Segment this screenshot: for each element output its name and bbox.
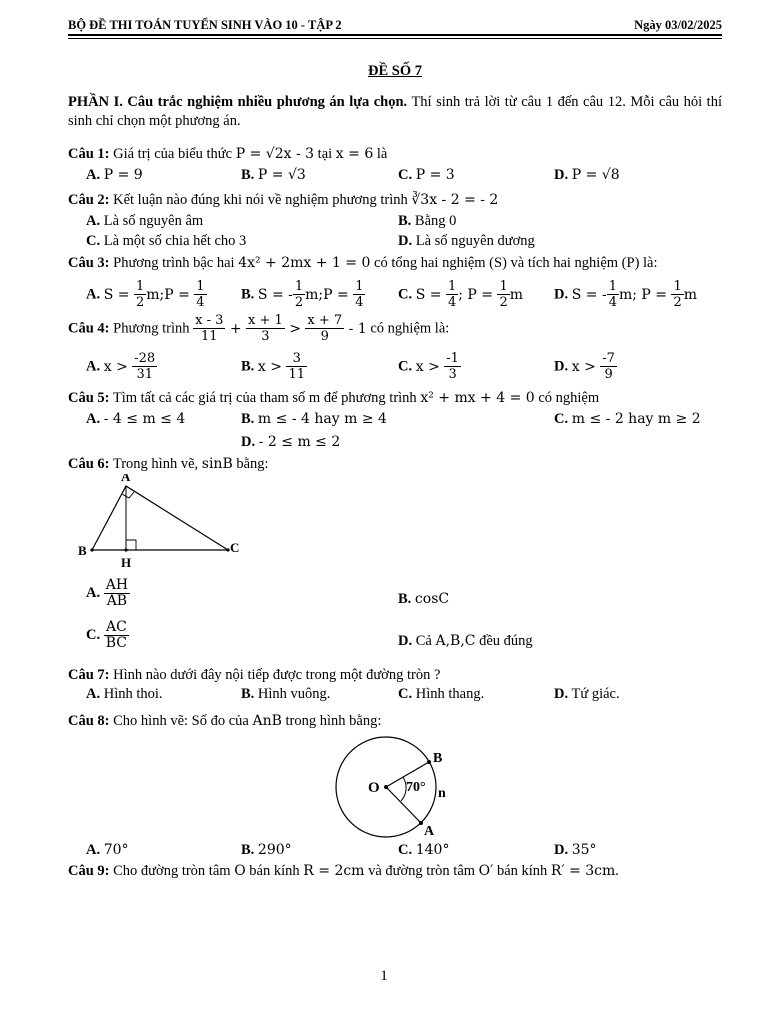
label-c: C bbox=[230, 540, 240, 555]
q5-option-a[interactable]: A. - 4 ≤ m ≤ 4 bbox=[86, 411, 186, 427]
q5-expression: x² + mx + 4 = 0 bbox=[420, 390, 535, 406]
q4-option-c[interactable]: C. x > $\frac{-1}{3}$ bbox=[398, 351, 459, 382]
q1-options bbox=[68, 164, 722, 187]
header-title: BỘ ĐỀ THI TOÁN TUYỂN SINH VÀO 10 - TẬP 2 bbox=[68, 18, 342, 32]
q1-option-c[interactable]: C. P = 3 bbox=[398, 167, 455, 183]
triangle-figure bbox=[68, 474, 268, 570]
label-a: A bbox=[424, 824, 435, 839]
q5-options-row2 bbox=[68, 431, 722, 451]
question-7: Câu 7: Hình nào dưới đây nội tiếp được trong một đường tròn ? bbox=[68, 667, 441, 683]
q5-options-row1 bbox=[68, 408, 722, 431]
q2-option-c[interactable]: C. Là một số chia hết cho 3 bbox=[86, 233, 247, 249]
q8-option-d[interactable]: D. 35° bbox=[554, 842, 597, 858]
label-o: O bbox=[368, 780, 380, 796]
q6-options-row1 bbox=[68, 570, 722, 618]
q8-figure bbox=[68, 731, 722, 839]
q4-equation: $\frac{x - 3}{11}$ + $\frac{x + 1}{3}$ > $\frac{x + 7}{9}$ - 1 bbox=[195, 313, 367, 344]
q6-option-b[interactable]: B. cosC bbox=[398, 591, 450, 607]
header-rule-thin bbox=[68, 38, 722, 39]
label-a: A bbox=[121, 474, 131, 484]
q6-option-c[interactable]: C. $\frac{AC}{BC}$ bbox=[86, 619, 127, 651]
label-h: H bbox=[121, 555, 132, 570]
q3-option-a[interactable]: A. S = $\frac{1}{2}$ m;P = $\frac{1}{4}$ bbox=[86, 279, 205, 310]
q6-option-a[interactable]: A. $\frac{AH}{AB}$ bbox=[86, 577, 129, 609]
q2-option-a[interactable]: A. Là số nguyên âm bbox=[86, 213, 204, 229]
exam-title: ĐỀ SỐ 7 bbox=[368, 63, 422, 79]
q6-options-row2 bbox=[68, 618, 722, 666]
question-6: Câu 6: Trong hình vẽ, sinB bằng: bbox=[68, 456, 269, 472]
q2-options-row2 bbox=[68, 230, 722, 250]
q3-option-c[interactable]: C. S = $\frac{1}{4}$ ; P = $\frac{1}{2}$ m bbox=[398, 279, 524, 310]
q6-option-d[interactable]: D. Cả A,B,C đều đúng bbox=[398, 633, 533, 649]
question-9: Câu 9: Cho đường tròn tâm O bán kính R = 2cm và đường tròn tâm O′ bán kính R′ = 3cm. bbox=[68, 863, 619, 879]
q7-option-c[interactable]: C. Hình thang. bbox=[398, 686, 485, 702]
label-n: n bbox=[438, 786, 446, 801]
q1-option-d[interactable]: D. P = √8 bbox=[554, 167, 620, 183]
q1-option-b[interactable]: B. P = √3 bbox=[241, 167, 306, 183]
question-8: Câu 8: Cho hình vẽ: Số đo của AnB trong hình bằng: bbox=[68, 713, 382, 729]
q2-options-row1 bbox=[68, 210, 722, 230]
q8-option-c[interactable]: C. 140° bbox=[398, 842, 450, 858]
question-4: Câu 4: Phương trình $\frac{x - 3}{11}$ + $\frac{x + 1}{3}$ > $\frac{x + 7}{9}$ - 1 có nghiệm là: bbox=[68, 313, 450, 344]
question-3: Câu 3: Phương trình bậc hai 4x² + 2mx + 1 = 0 có tổng hai nghiệm (S) và tích hai nghiệm (P) là: bbox=[68, 255, 658, 271]
q4-options bbox=[68, 349, 722, 385]
q8-option-b[interactable]: B. 290° bbox=[241, 842, 292, 858]
q5-option-d[interactable]: D. - 2 ≤ m ≤ 2 bbox=[241, 434, 341, 450]
q2-expression: ∛3x - 2 = - 2 bbox=[411, 192, 499, 208]
q8-options bbox=[68, 839, 722, 862]
q3-expression: 4x² + 2mx + 1 = 0 bbox=[238, 255, 371, 271]
q2-option-b[interactable]: B. Bằng 0 bbox=[398, 213, 457, 229]
q8-option-a[interactable]: A. 70° bbox=[86, 842, 129, 858]
q7-option-a[interactable]: A. Hình thoi. bbox=[86, 686, 163, 702]
question-1: Câu 1: Giá trị của biểu thức P = √2x - 3 tại x = 6 là bbox=[68, 146, 388, 162]
q1-option-a[interactable]: A. P = 9 bbox=[86, 167, 143, 183]
q6-figure bbox=[68, 474, 722, 570]
exam-content bbox=[68, 62, 722, 881]
q4-option-d[interactable]: D. x > $\frac{-7}{9}$ bbox=[554, 351, 615, 382]
header-date: Ngày 03/02/2025 bbox=[634, 18, 722, 32]
q7-option-d[interactable]: D. Tứ giác. bbox=[554, 686, 620, 702]
q5-option-c[interactable]: C. m ≤ - 2 hay m ≥ 2 bbox=[554, 411, 701, 427]
q3-option-d[interactable]: D. S = - $\frac{1}{4}$ m; P = $\frac{1}{2}$ m bbox=[554, 279, 698, 310]
label-b: B bbox=[433, 751, 443, 766]
q2-option-d[interactable]: D. Là số nguyên dương bbox=[398, 233, 535, 249]
label-b: B bbox=[78, 543, 87, 558]
q4-option-b[interactable]: B. x > $\frac{3}{11}$ bbox=[241, 351, 305, 382]
q3-option-b[interactable]: B. S = - $\frac{1}{2}$ m;P = $\frac{1}{4}$ bbox=[241, 279, 364, 310]
question-2: Câu 2: Kết luận nào đúng khi nói về nghiệm phương trình ∛3x - 2 = - 2 bbox=[68, 192, 499, 208]
page-number: 1 bbox=[380, 968, 388, 984]
q4-option-a[interactable]: A. x > $\frac{-28}{31}$ bbox=[86, 351, 156, 382]
angle-label: 70° bbox=[406, 780, 426, 795]
section-intro: PHẦN I. Câu trắc nghiệm nhiều phương án lựa chọn. Thí sinh trả lời từ câu 1 đến câu 12. Mỗi câu hỏi thí sinh chỉ chọn một phương án. bbox=[68, 94, 722, 129]
q7-option-b[interactable]: B. Hình vuông. bbox=[241, 686, 331, 702]
circle-figure bbox=[318, 731, 478, 839]
q7-options bbox=[68, 685, 722, 708]
q3-options bbox=[68, 273, 722, 309]
q5-option-b[interactable]: B. m ≤ - 4 hay m ≥ 4 bbox=[241, 411, 387, 427]
question-5: Câu 5: Tìm tất cả các giá trị của tham số m để phương trình x² + mx + 4 = 0 có nghiệm bbox=[68, 390, 600, 406]
header-rule-thick bbox=[68, 34, 722, 36]
q1-expression: P = √2x - 3 bbox=[235, 146, 315, 162]
